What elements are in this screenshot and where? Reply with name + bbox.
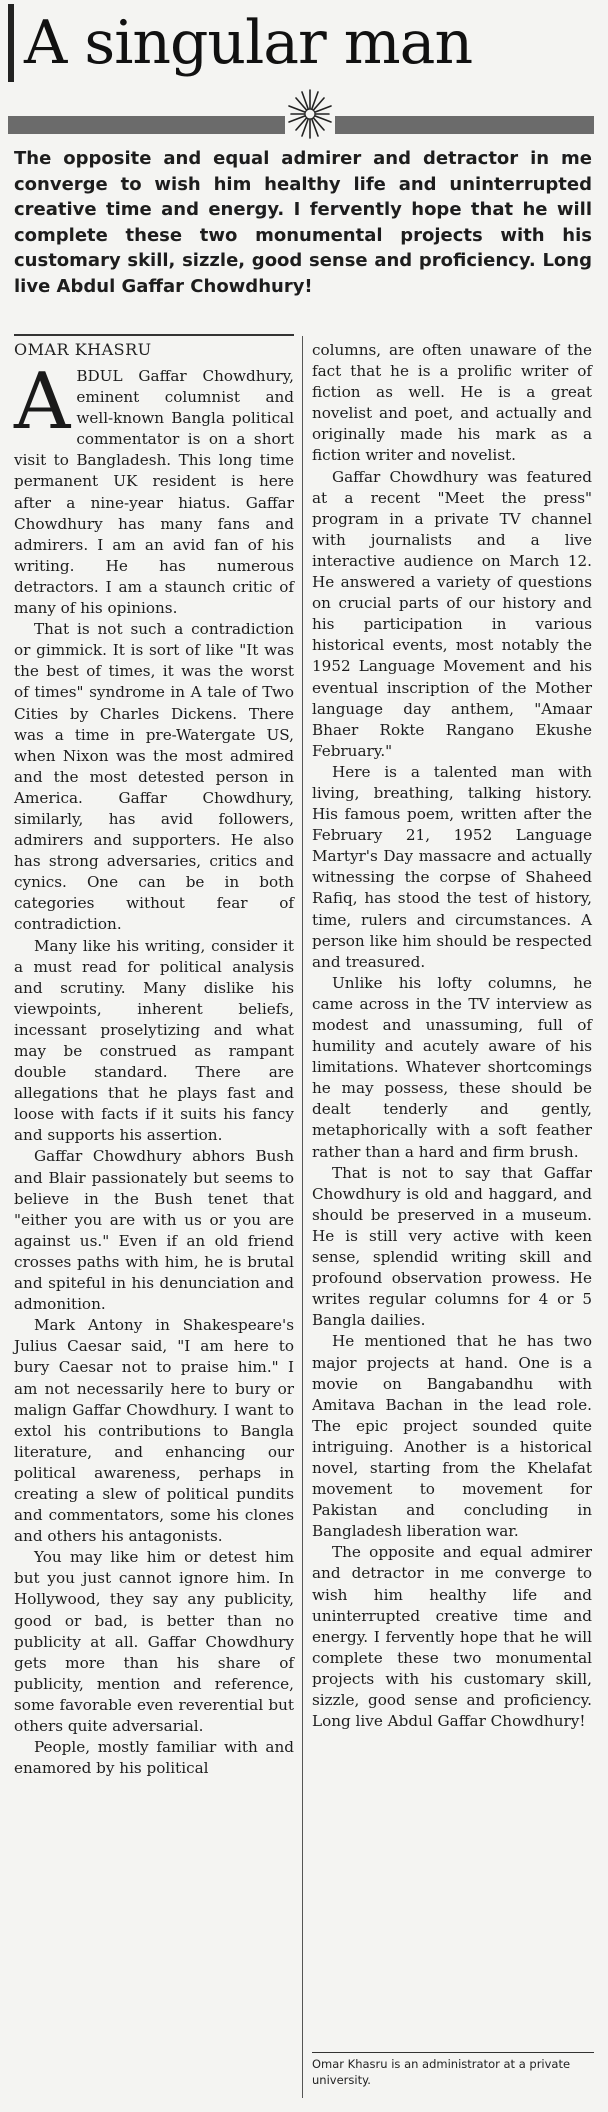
author-note: Omar Khasru is an administrator at a private university. [312, 2057, 571, 2087]
paragraph: Unlike his lofty columns, he came across in the TV interview as modest and unassuming, full of humility and acutely aware of his limitations. Whatever shortcomings he may possess, these should be dealt tenderly and gently, metaphorically with a soft feather rather than a hard and firm brush. [312, 973, 592, 1161]
paragraph: That is not such a contradiction or gimmick. It is sort of like "It was the best of times, it was the worst of times" syndrome in A tale of Two Cities by Charles Dickens. There was a time in pre-Watergate US, when Nixon was the most admired and the most detested person in America. Gaffar Chowdhury, similarly, has avid followers, admirers and supporters. He also has strong adversaries, critics and cynics. One can be in both categories without fear of contradiction. [14, 620, 294, 934]
paragraph: People, mostly familiar with and enamored by his political [14, 1738, 294, 1778]
paragraph: That is not to say that Gaffar Chowdhury is old and haggard, and should be preserved in a museum. He is still very active with keen sense, splendid writing skill and profound observation prowess. He writes regular columns for 4 or 5 Bangla dailies. [312, 1163, 592, 1330]
headline: A singular man [8, 4, 600, 82]
paragraph: He mentioned that he has two major projects at hand. One is a movie on Bangabandhu with Amitava Bachan in the lead role. The epic project sounded quite intriguing. Another is a historical novel, starting from the Khelafat movement to movement for Pakistan and concluding in Bangladesh liberation war. [312, 1332, 592, 1541]
paragraph: columns, are often unaware of the fact that he is a prolific writer of fiction as well. He is a great novelist and poet, and actually and originally made his mark as a fiction writer and novelist. [312, 341, 592, 465]
starburst-ornament [285, 86, 335, 142]
paragraph: Gaffar Chowdhury abhors Bush and Blair passionately but seems to believe in the Bush tenet that "either you are with us or you are against us." Even if an old friend crosses paths with him, he is brutal and spiteful in his denunciation and admonition. [14, 1147, 294, 1314]
paragraph: Many like his writing, consider it a must read for political analysis and scrutiny. Many dislike his viewpoints, inherent beliefs, incessant proselytizing and what may be construed as rampant double standard. There are allegations that he plays fast and loose with facts if it suits his fancy and supports his assertion. [14, 936, 294, 1145]
paragraph [14, 357, 294, 619]
byline-rule [14, 334, 294, 336]
article-column-1 [14, 357, 294, 1779]
byline: OMAR KHASRU [14, 340, 152, 359]
paragraph: Gaffar Chowdhury was featured at a recent "Meet the press" program in a private TV channel with journalists and a live interactive audience on March 12. He answered a variety of questions on crucial parts of our history and his participation in various historical events, most notably the 1952 Language Movement and his eventual inscription of the Mother language day anthem, "Amaar Bhaer Rokte Rangano Ekushe February." [312, 467, 592, 760]
paragraph: Mark Antony in Shakespeare's Julius Caesar said, "I am here to bury Caesar not to praise him." I am not necessarily here to bury or malign Gaffar Chowdhury. I want to extol his contributions to Bangla literature, and enhancing our political awareness, perhaps in creating a slew of political pundits and commentators, some his clones and others his antagonists. [14, 1316, 294, 1546]
column-divider [302, 336, 303, 2098]
article-column-2 [312, 340, 592, 1732]
paragraph: The opposite and equal admirer and detractor in me converge to wish him healthy life and uninterrupted creative time and energy. I fervently hope that he will complete these two monumental projects with his customary skill, sizzle, good sense and proficiency. Long live Abdul Gaffar Chowdhury! [312, 1543, 592, 1731]
paragraph: You may like him or detest him but you just cannot ignore him. In Hollywood, they say any publicity, good or bad, is better than no publicity at all. Gaffar Chowdhury gets more than his share of publicity, mention and reference, some favorable even reverential but others quite adversarial. [14, 1548, 294, 1735]
paragraph-text: BDUL Gaffar Chowdhury, eminent columnist and well-known Bangla political commentator is on a short visit to Bangladesh. This long time permanent UK resident is here after a nine-year hiatus. Gaffar Chowdhury has many fans and admirers. I am an avid fan of his writing. He has numerous detractors. I am a staunch critic of many of his opinions. [14, 367, 294, 618]
author-note-rule [312, 2052, 594, 2053]
paragraph: Here is a talented man with living, breathing, talking history. His famous poem, written after the February 21, 1952 Language Martyr's Day massacre and actually witnessing the corpse of Shaheed Rafiq, has stood the test of history, time, rulers and circumstances. A person like him should be respected and treasured. [312, 762, 592, 971]
drop-cap: A [14, 357, 71, 447]
standfirst: The opposite and equal admirer and detractor in me converge to wish him healthy life and uninterrupted creative time and energy. I fervently hope that he will complete these two monumental projects with his customary skill, sizzle, good sense and proficiency. Long live Abdul Gaffar Chowdhury! [14, 148, 592, 297]
